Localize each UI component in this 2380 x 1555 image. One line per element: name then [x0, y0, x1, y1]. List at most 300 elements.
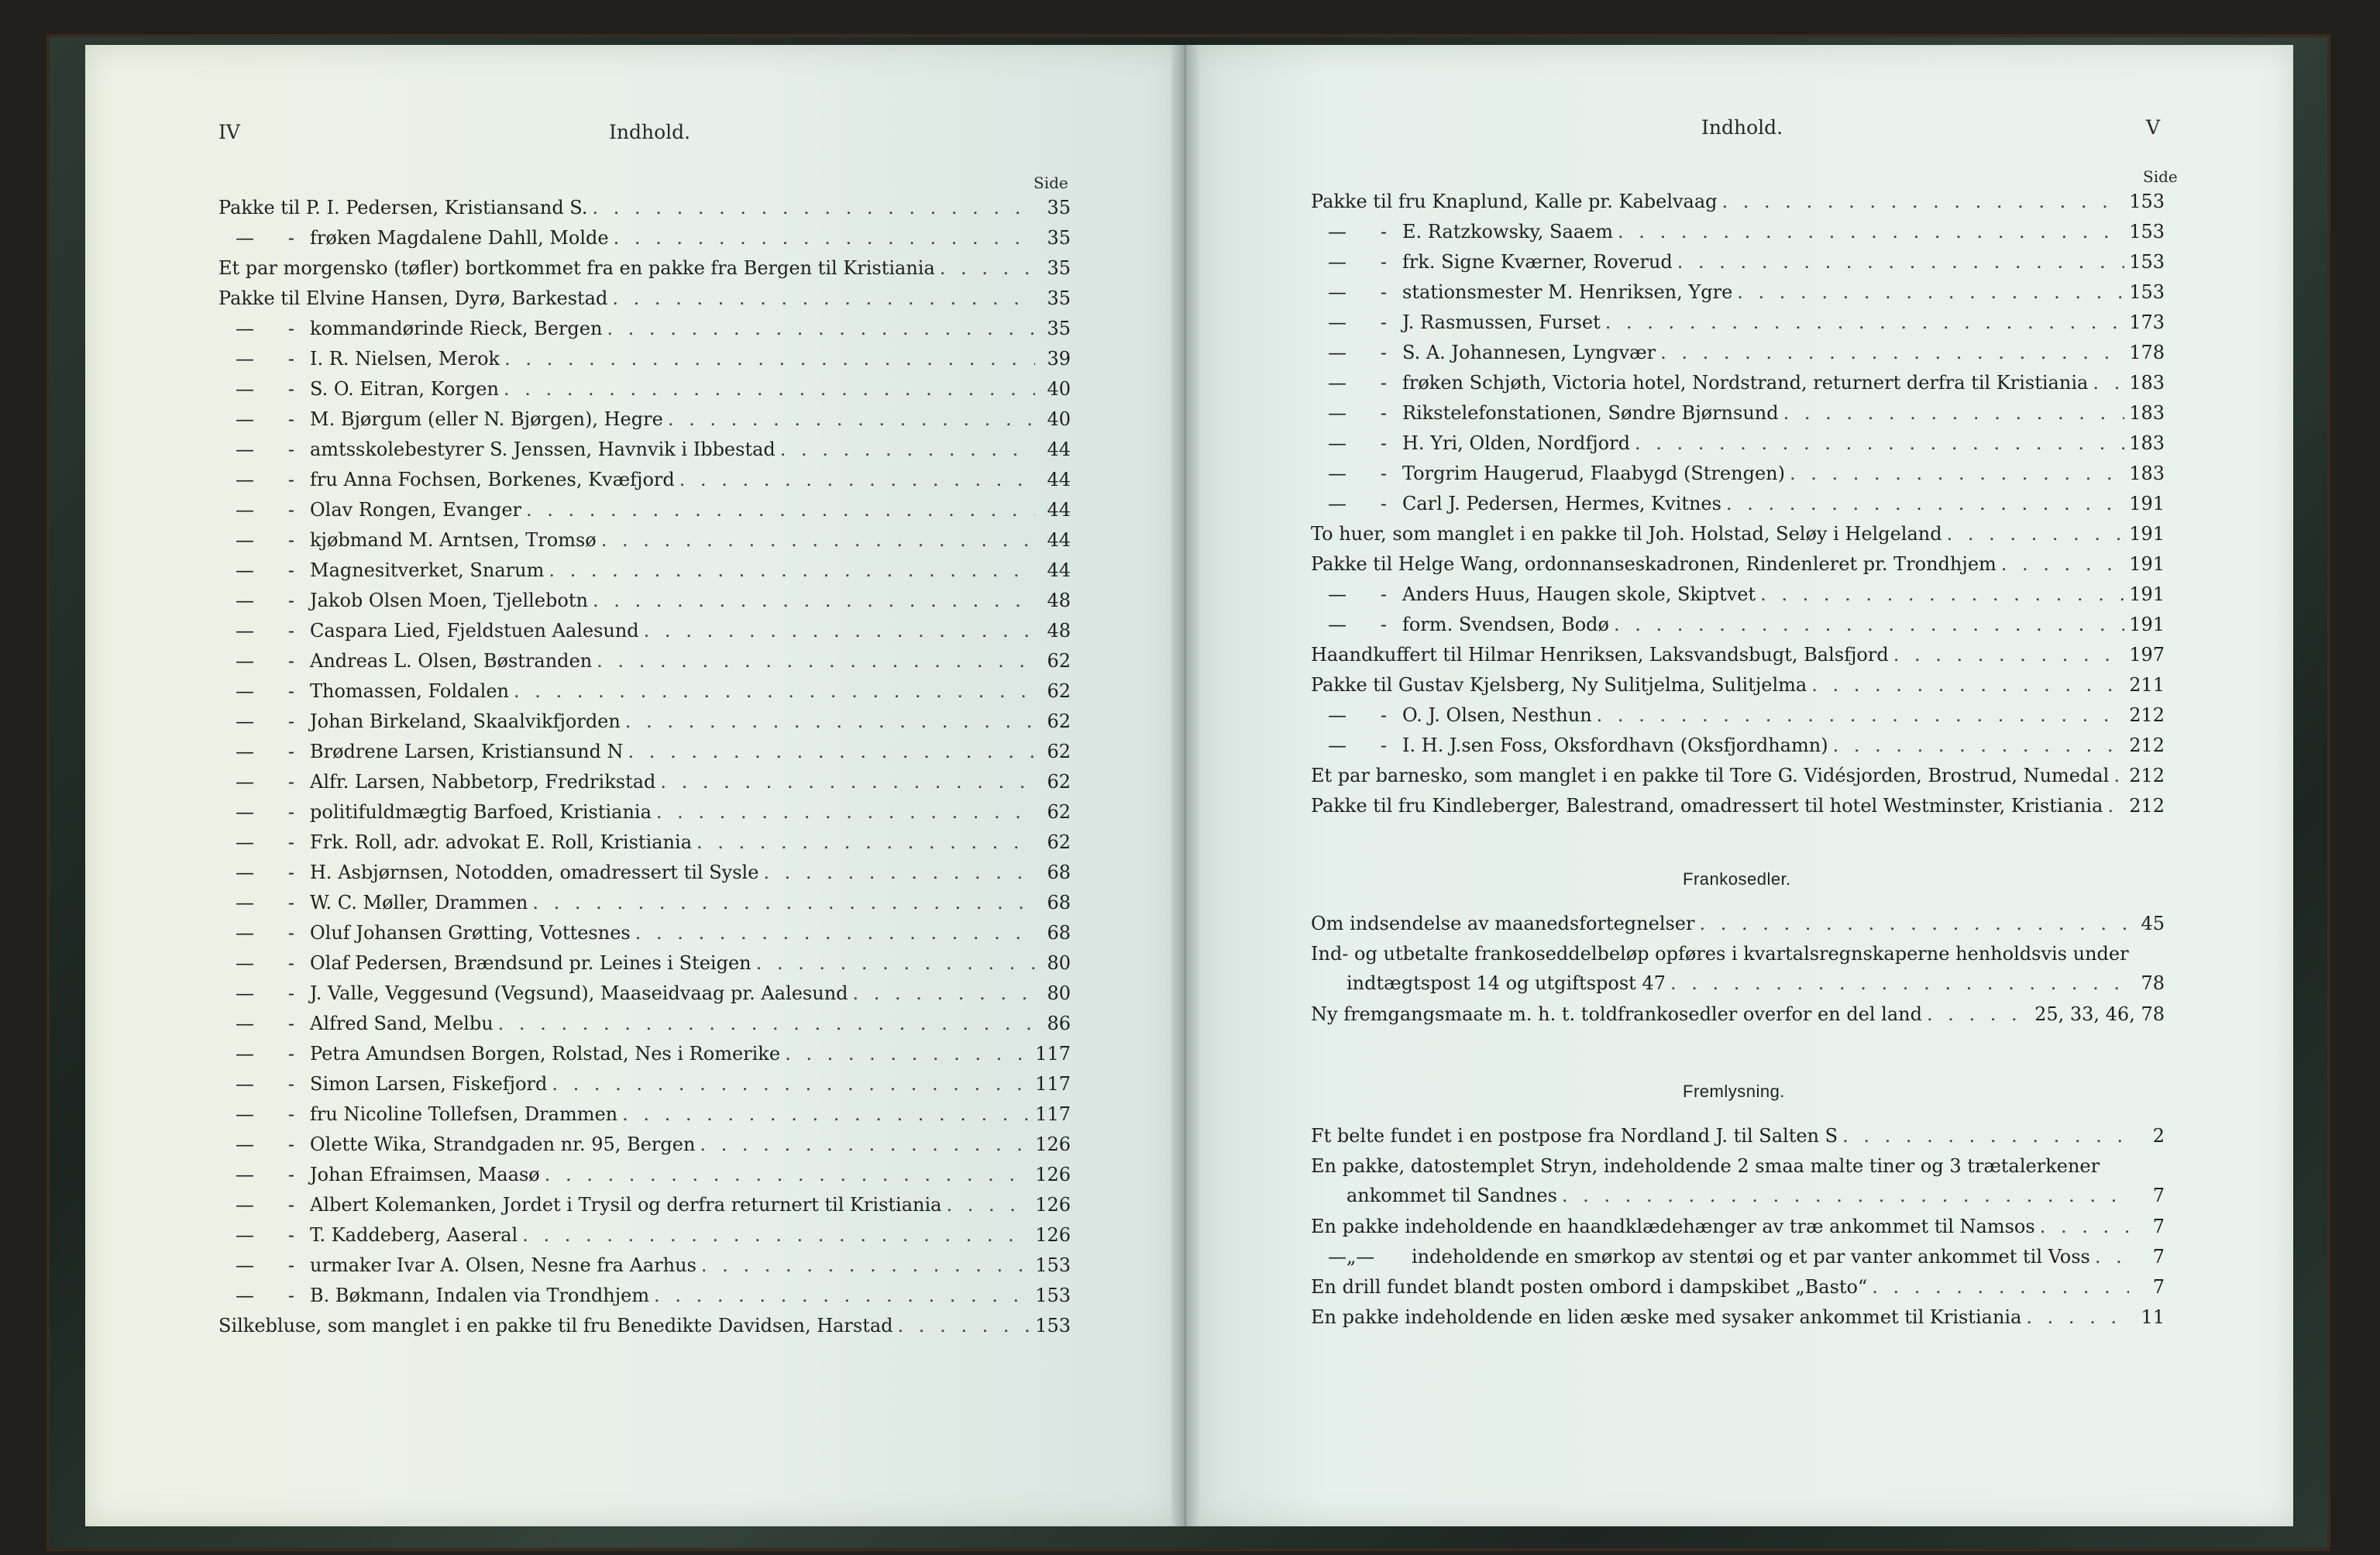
leader-dots	[2095, 1246, 2129, 1268]
leader-dots	[2026, 1306, 2129, 1328]
leader-dots	[696, 831, 1035, 853]
ditto-dash: — -	[1328, 221, 1387, 243]
entry-page: 117	[1035, 1073, 1071, 1095]
entry-page: 7	[2152, 1185, 2165, 1206]
entry-text: Albert Kolemanken, Jordet i Trysil og derfra returnert til Kristiania	[310, 1194, 942, 1216]
entry-page: 197	[2129, 644, 2165, 666]
toc-entry	[218, 1013, 1071, 1043]
entry-text: J. Rasmussen, Furset	[1402, 311, 1601, 333]
toc-entry	[1311, 1276, 2165, 1306]
leader-dots	[1618, 221, 2124, 243]
entry-text: form. Svendsen, Bodø	[1402, 614, 1609, 635]
entry-page: 153	[2129, 281, 2165, 303]
toc-entry	[218, 892, 1071, 922]
ditto-dash: — -	[236, 801, 294, 823]
entry-text: Silkebluse, som manglet i en pakke til fru Benedikte Davidsen, Harstad	[218, 1315, 893, 1337]
entry-text: T. Kaddeberg, Aaseral	[310, 1224, 518, 1246]
entry-text: kommandørinde Rieck, Bergen	[310, 318, 603, 339]
leader-dots	[1893, 644, 2124, 666]
ditto-dash: — -	[236, 1254, 294, 1276]
entry-text: Olav Rongen, Evanger	[310, 499, 521, 521]
leader-dots	[522, 1224, 1030, 1246]
ditto-dash: — -	[1328, 493, 1387, 514]
entry-page: 191	[2129, 523, 2165, 545]
toc-entry	[218, 1073, 1071, 1103]
entry-page: 153	[2129, 251, 2165, 273]
toc-entry	[1311, 251, 2165, 281]
toc-entry	[1311, 583, 2165, 614]
ditto-dash: — -	[236, 590, 294, 611]
entry-page: 68	[1047, 862, 1071, 883]
leader-dots	[780, 439, 1035, 460]
leader-dots	[644, 620, 1035, 642]
toc-entry	[218, 862, 1071, 892]
toc-entry	[1311, 734, 2165, 765]
toc-entry	[218, 559, 1071, 590]
toc-entry	[218, 831, 1071, 862]
toc-entry	[218, 741, 1071, 771]
leader-dots	[898, 1315, 1031, 1337]
ditto-dash: — -	[1328, 704, 1387, 726]
entry-page: 86	[1047, 1013, 1071, 1034]
entry-page: 126	[1035, 1224, 1071, 1246]
toc-entry	[1311, 614, 2165, 644]
leader-dots	[514, 680, 1035, 702]
entry-text: H. Asbjørnsen, Notodden, omadressert til Sysle	[310, 862, 759, 883]
right-running-title: Indhold.	[1701, 116, 1783, 139]
toc-entry	[218, 439, 1071, 469]
entry-text: fru Anna Fochsen, Borkenes, Kvæfjord	[310, 469, 675, 490]
entry-text: Petra Amundsen Borgen, Rolstad, Nes i Romerike	[310, 1043, 781, 1065]
ditto-dash: — -	[236, 227, 294, 249]
leader-dots	[1726, 493, 2124, 514]
leader-dots	[1737, 281, 2124, 303]
leader-dots	[593, 590, 1035, 611]
leader-dots	[756, 952, 1035, 974]
toc-entry	[1311, 281, 2165, 311]
leader-dots	[1783, 402, 2125, 424]
entry-text: Magnesitverket, Snarum	[310, 559, 545, 581]
entry-text: Alfr. Larsen, Nabbetorp, Fredrikstad	[310, 771, 656, 793]
entry-page: 7	[2152, 1276, 2165, 1298]
entry-page: 68	[1047, 892, 1071, 913]
entry-page: 44	[1047, 559, 1071, 581]
entry-page: 126	[1035, 1134, 1071, 1155]
left-running-title: Indhold.	[609, 121, 691, 143]
leader-dots	[612, 287, 1035, 309]
entry-page: 212	[2129, 765, 2165, 786]
toc-entry	[1311, 191, 2165, 221]
entry-page: 212	[2129, 795, 2165, 817]
leader-dots	[1635, 432, 2124, 454]
leader-dots	[1722, 191, 2125, 212]
right-page-numeral: V	[2146, 116, 2161, 139]
ditto-dash: — -	[236, 771, 294, 793]
fremlysning-heading: Fremlysning.	[1683, 1082, 1785, 1101]
toc-entry	[1311, 553, 2165, 583]
toc-entry	[1311, 463, 2165, 493]
entry-page: 191	[2129, 614, 2165, 635]
leader-dots	[526, 499, 1035, 521]
entry-text-line1: Ind- og utbetalte frankoseddelbeløp opføres i kvartalsregnskaperne henholdsvis under	[1311, 943, 2129, 965]
leader-dots	[763, 862, 1035, 883]
ditto-dash: — -	[236, 1103, 294, 1125]
entry-page: 44	[1047, 469, 1071, 490]
entry-page: 35	[1047, 287, 1071, 309]
leader-dots	[1699, 913, 2129, 934]
ditto-dash: — -	[1328, 432, 1387, 454]
entry-text-line1: En pakke, datostemplet Stryn, indeholdende 2 smaa malte tiner og 3 trætalerkener	[1311, 1155, 2100, 1177]
ditto-dash: — -	[236, 741, 294, 762]
ditto-dash: — -	[236, 710, 294, 732]
leader-dots	[597, 650, 1035, 672]
entry-text: Rikstelefonstationen, Søndre Bjørnsund	[1402, 402, 1779, 424]
entry-text: kjøbmand M. Arntsen, Tromsø	[310, 529, 597, 551]
entry-page: 212	[2129, 704, 2165, 726]
entry-page: 25, 33, 46, 78	[2034, 1003, 2165, 1025]
leader-dots	[785, 1043, 1030, 1065]
ditto-dash: — -	[236, 650, 294, 672]
entry-text: Simon Larsen, Fiskefjord	[310, 1073, 548, 1095]
toc-entry	[218, 348, 1071, 378]
entry-text: urmaker Ivar A. Olsen, Nesne fra Aarhus	[310, 1254, 696, 1276]
toc-entry	[218, 1164, 1071, 1194]
entry-text: En pakke indeholdende en haandklædehænger av træ ankommet til Namsos	[1311, 1216, 2035, 1237]
toc-entry	[1311, 913, 2165, 943]
ditto-dash: — -	[236, 1013, 294, 1034]
entry-page: 126	[1035, 1164, 1071, 1185]
ditto-dash: — -	[236, 469, 294, 490]
entry-text: Johan Efraimsen, Maasø	[310, 1164, 540, 1185]
entry-page: 62	[1047, 741, 1071, 762]
toc-entry	[1311, 943, 2165, 1003]
ditto-dash: — -	[236, 1285, 294, 1306]
entry-page: 48	[1047, 590, 1071, 611]
toc-entry	[218, 710, 1071, 741]
leader-dots	[1842, 1125, 2129, 1147]
entry-page: 80	[1047, 982, 1071, 1004]
ditto-dash: — -	[236, 439, 294, 460]
entry-page: 80	[1047, 952, 1071, 974]
ditto-dash: — -	[236, 982, 294, 1004]
toc-entry	[1311, 1216, 2165, 1246]
book-gutter	[1171, 45, 1199, 1526]
toc-entry	[1311, 432, 2165, 463]
entry-text: Et par morgensko (tøfler) bortkommet fra en pakke fra Bergen til Kristiania	[218, 257, 935, 279]
leader-dots	[498, 1013, 1035, 1034]
entry-text: Anders Huus, Haugen skole, Skiptvet	[1402, 583, 1756, 605]
leader-dots	[701, 1254, 1030, 1276]
entry-text: Pakke til P. I. Pedersen, Kristiansand S.	[218, 197, 588, 218]
entry-page: 35	[1047, 257, 1071, 279]
entry-page: 178	[2129, 342, 2165, 363]
leader-dots	[1833, 734, 2125, 756]
leader-dots	[1811, 674, 2124, 696]
toc-entry	[1311, 311, 2165, 342]
leader-dots	[593, 197, 1035, 218]
entry-page: 126	[1035, 1194, 1071, 1216]
toc-entry	[218, 1134, 1071, 1164]
leader-dots	[601, 529, 1035, 551]
entry-page: 44	[1047, 439, 1071, 460]
toc-entry	[218, 982, 1071, 1013]
toc-entry	[218, 499, 1071, 529]
leader-dots	[549, 559, 1035, 581]
entry-page: 183	[2129, 432, 2165, 454]
entry-text: H. Yri, Olden, Nordfjord	[1402, 432, 1630, 454]
ditto-dash: — -	[1328, 614, 1387, 635]
entry-text: Brødrene Larsen, Kristiansund N	[310, 741, 624, 762]
entry-page: 62	[1047, 831, 1071, 853]
ditto-dash: — -	[236, 1043, 294, 1065]
entry-page: 39	[1047, 348, 1071, 370]
leader-dots	[1605, 311, 2124, 333]
ditto-dash: — -	[236, 499, 294, 521]
leader-dots	[1614, 614, 2124, 635]
leader-dots	[2107, 795, 2124, 817]
toc-entry	[1311, 372, 2165, 402]
leader-dots	[504, 378, 1035, 400]
toc-entry	[218, 620, 1071, 650]
ditto-dash: — -	[1328, 342, 1387, 363]
entry-page: 62	[1047, 801, 1071, 823]
entry-text: frk. Signe Kværner, Roverud	[1402, 251, 1673, 273]
toc-entry	[218, 801, 1071, 831]
entry-page: 78	[2141, 972, 2165, 994]
leader-dots	[1790, 463, 2124, 484]
toc-entry	[218, 318, 1071, 348]
entry-text: S. A. Johannesen, Lyngvær	[1402, 342, 1656, 363]
toc-entry	[1311, 644, 2165, 674]
entry-page: 183	[2129, 402, 2165, 424]
toc-entry	[218, 771, 1071, 801]
leader-dots	[1927, 1003, 2030, 1025]
entry-text: Thomassen, Foldalen	[310, 680, 510, 702]
right-side-label: Side	[2143, 167, 2178, 186]
toc-entry	[218, 1103, 1071, 1134]
entry-text: Pakke til fru Knaplund, Kalle pr. Kabelvaag	[1311, 191, 1718, 212]
toc-entry	[218, 257, 1071, 287]
leader-dots	[679, 469, 1035, 490]
leader-dots	[628, 741, 1035, 762]
entry-text: Et par barnesko, som manglet i en pakke til Tore G. Vidésjorden, Brostrud, Numedal	[1311, 765, 2110, 786]
entry-text: I. R. Nielsen, Merok	[310, 348, 500, 370]
leader-dots	[656, 801, 1035, 823]
entry-page: 153	[1035, 1315, 1071, 1337]
ditto-dash: — -	[236, 529, 294, 551]
entry-page: 173	[2129, 311, 2165, 333]
left-page-numeral: IV	[218, 121, 240, 143]
leader-dots	[2040, 1216, 2129, 1237]
toc-entry	[1311, 1246, 2165, 1276]
entry-page: 44	[1047, 499, 1071, 521]
entry-page: 153	[2129, 221, 2165, 243]
leader-dots	[622, 1103, 1030, 1125]
entry-page: 45	[2141, 913, 2165, 934]
ditto-dash: — -	[236, 559, 294, 581]
entry-text: W. C. Møller, Drammen	[310, 892, 528, 913]
entry-text: J. Valle, Veggesund (Vegsund), Maaseidvaag pr. Aalesund	[310, 982, 848, 1004]
entry-text: frøken Schjøth, Victoria hotel, Nordstrand, returnert derfra til Kristiania	[1402, 372, 2089, 394]
leader-dots	[2093, 372, 2124, 394]
entry-text: stationsmester M. Henriksen, Ygre	[1402, 281, 1733, 303]
toc-entry	[1311, 221, 2165, 251]
ditto-dash: — -	[236, 892, 294, 913]
entry-text: Olaf Pedersen, Brændsund pr. Leines i Steigen	[310, 952, 751, 974]
entry-page: 40	[1047, 378, 1071, 400]
toc-entry	[1311, 1125, 2165, 1155]
toc-entry	[218, 529, 1071, 559]
ditto-dash: — -	[236, 348, 294, 370]
entry-page: 40	[1047, 408, 1071, 430]
leader-dots	[2001, 553, 2124, 575]
leader-dots	[1670, 972, 2129, 994]
right-toc-list	[1311, 191, 2165, 825]
leader-dots	[1760, 583, 2124, 605]
entry-text: Ny fremgangsmaate m. h. t. toldfrankosedler overfor en del land	[1311, 1003, 1922, 1025]
entry-text: En pakke indeholdende en liden æske med sysaker ankommet til Kristiania	[1311, 1306, 2022, 1328]
leader-dots	[654, 1285, 1030, 1306]
entry-text-line2: ankommet til Sandnes	[1346, 1185, 1557, 1206]
ditto-dash: — -	[236, 680, 294, 702]
toc-entry	[1311, 402, 2165, 432]
entry-page: 35	[1047, 197, 1071, 218]
toc-entry	[218, 922, 1071, 952]
ditto-dash: — -	[236, 620, 294, 642]
toc-entry	[218, 227, 1071, 257]
ditto-dash: — -	[1328, 734, 1387, 756]
entry-text: Pakke til Gustav Kjelsberg, Ny Sulitjelma, Sulitjelma	[1311, 674, 1807, 696]
entry-page: 2	[2152, 1125, 2165, 1147]
ditto-dash: — -	[236, 408, 294, 430]
leader-dots	[940, 257, 1035, 279]
entry-page: 62	[1047, 771, 1071, 793]
ditto-dash: — -	[236, 1073, 294, 1095]
ditto-dash: — -	[236, 952, 294, 974]
ditto-dash: — -	[236, 318, 294, 339]
left-side-label: Side	[1034, 174, 1068, 192]
leader-dots	[614, 227, 1035, 249]
toc-entry	[218, 197, 1071, 227]
toc-entry	[218, 1315, 1071, 1345]
ditto-dash: — -	[236, 1134, 294, 1155]
leader-dots	[2113, 765, 2124, 786]
entry-text: Pakke til Helge Wang, ordonnanseskadronen, Rindenleret pr. Trondhjem	[1311, 553, 1997, 575]
ditto-dash: — -	[1328, 281, 1387, 303]
entry-page: 68	[1047, 922, 1071, 944]
ditto-dash: — -	[1328, 402, 1387, 424]
entry-page: 153	[1035, 1254, 1071, 1276]
leader-dots	[700, 1134, 1030, 1155]
entry-text: fru Nicoline Tollefsen, Drammen	[310, 1103, 618, 1125]
entry-text: Om indsendelse av maanedsfortegnelser	[1311, 913, 1695, 934]
leader-dots	[635, 922, 1035, 944]
ditto-dash: — -	[1328, 463, 1387, 484]
entry-text: frøken Magdalene Dahll, Molde	[310, 227, 609, 249]
toc-entry	[1311, 765, 2165, 795]
ditto-dash: — -	[236, 378, 294, 400]
ditto-dash: — -	[1328, 311, 1387, 333]
entry-text: Alfred Sand, Melbu	[310, 1013, 494, 1034]
entry-text: M. Bjørgum (eller N. Bjørgen), Hegre	[310, 408, 663, 430]
toc-entry	[218, 469, 1071, 499]
toc-entry	[1311, 1155, 2165, 1216]
frankosedler-list	[1311, 913, 2165, 1034]
entry-text: En drill fundet blandt posten ombord i dampskibet „Basto“	[1311, 1276, 1868, 1298]
entry-page: 48	[1047, 620, 1071, 642]
ditto-dash: — -	[1328, 583, 1387, 605]
toc-entry	[218, 287, 1071, 318]
leader-dots	[660, 771, 1035, 793]
ditto-dash: — -	[1328, 372, 1387, 394]
entry-page: 7	[2152, 1216, 2165, 1237]
entry-text: Caspara Lied, Fjeldstuen Aalesund	[310, 620, 639, 642]
leader-dots	[1677, 251, 2124, 273]
toc-entry	[1311, 674, 2165, 704]
entry-page: 62	[1047, 680, 1071, 702]
entry-text: Oluf Johansen Grøtting, Vottesnes	[310, 922, 631, 944]
entry-page: 191	[2129, 553, 2165, 575]
leader-dots	[1597, 704, 2125, 726]
entry-text: Andreas L. Olsen, Bøstranden	[310, 650, 593, 672]
entry-text: Torgrim Haugerud, Flaabygd (Strengen)	[1402, 463, 1785, 484]
toc-entry	[1311, 523, 2165, 553]
toc-entry	[218, 378, 1071, 408]
ditto-dash: — -	[236, 862, 294, 883]
ditto-dash: — -	[236, 1194, 294, 1216]
toc-entry	[218, 590, 1071, 620]
toc-entry	[218, 1254, 1071, 1285]
toc-entry	[218, 650, 1071, 680]
entry-page: 62	[1047, 650, 1071, 672]
entry-text: amtsskolebestyrer S. Jenssen, Havnvik i Ibbestad	[310, 439, 776, 460]
entry-text: Jakob Olsen Moen, Tjellebotn	[310, 590, 588, 611]
entry-page: 35	[1047, 318, 1071, 339]
toc-entry	[218, 952, 1071, 982]
entry-page: 62	[1047, 710, 1071, 732]
entry-page: 117	[1035, 1103, 1071, 1125]
entry-text: Haandkuffert til Hilmar Henriksen, Laksvandsbugt, Balsfjord	[1311, 644, 1889, 666]
entry-page: 117	[1035, 1043, 1071, 1065]
entry-page: 191	[2129, 583, 2165, 605]
entry-page: 153	[2129, 191, 2165, 212]
toc-entry	[1311, 704, 2165, 734]
leader-dots	[1872, 1276, 2129, 1298]
leader-dots	[1562, 1185, 2129, 1206]
entry-text: To huer, som manglet i en pakke til Joh. Holstad, Seløy i Helgeland	[1311, 523, 1942, 545]
entry-text: Johan Birkeland, Skaalvikfjorden	[310, 710, 621, 732]
ditto-dash: — -	[1328, 251, 1387, 273]
toc-entry	[218, 1285, 1071, 1315]
entry-page: 212	[2129, 734, 2165, 756]
toc-entry	[1311, 1003, 2165, 1034]
leader-dots	[532, 892, 1035, 913]
toc-entry	[218, 1194, 1071, 1224]
entry-text-line2: indtægtspost 14 og utgiftspost 47	[1346, 972, 1666, 994]
entry-page: 44	[1047, 529, 1071, 551]
entry-page: 35	[1047, 227, 1071, 249]
ditto-dash: — -	[236, 1164, 294, 1185]
entry-text: S. O. Eitran, Korgen	[310, 378, 499, 400]
toc-entry	[1311, 342, 2165, 372]
ditto-dash: — -	[236, 1224, 294, 1246]
leader-dots	[853, 982, 1035, 1004]
entry-text: politifuldmægtig Barfoed, Kristiania	[310, 801, 652, 823]
fremlysning-list	[1311, 1125, 2165, 1337]
entry-page: 183	[2129, 372, 2165, 394]
entry-text: Carl J. Pedersen, Hermes, Kvitnes	[1402, 493, 1721, 514]
ditto-dash: — -	[236, 831, 294, 853]
